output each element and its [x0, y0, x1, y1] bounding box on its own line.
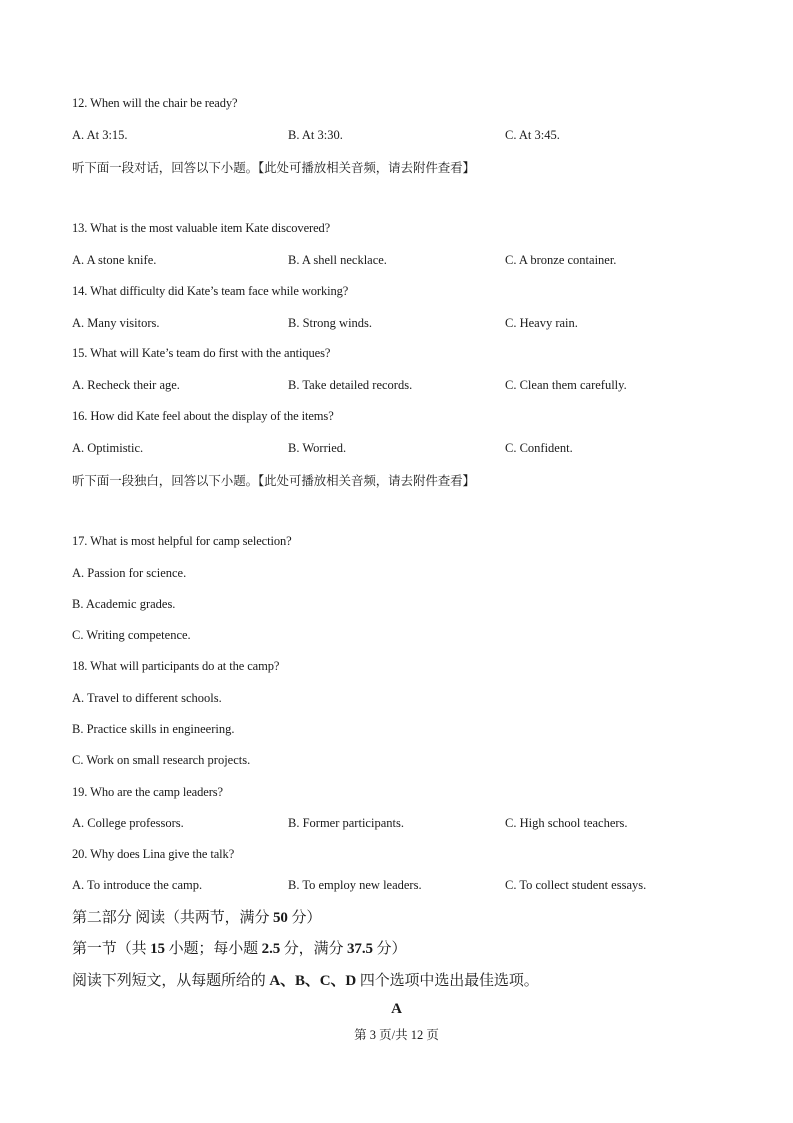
q13-option-a: A. A stone knife.	[72, 253, 157, 267]
section1-text-a: 第一节（共	[72, 941, 151, 957]
q18-option-c: C. Work on small research projects.	[72, 753, 251, 767]
reading-instruction-options: A、B、C、D	[269, 973, 357, 989]
q16-option-a: A. Optimistic.	[72, 441, 144, 455]
question-16: 16. How did Kate feel about the display of the items?	[72, 409, 334, 423]
section1-count: 15	[150, 941, 165, 957]
q19-option-a: A. College professors.	[72, 816, 184, 830]
question-18: 18. What will participants do at the camp?	[72, 659, 280, 673]
q19-option-c: C. High school teachers.	[505, 816, 628, 830]
q15-option-c: C. Clean them carefully.	[505, 378, 627, 392]
part2-heading-text: 第二部分 阅读（共两节，满分	[72, 910, 274, 926]
question-15: 15. What will Kate’s team do first with the antiques?	[72, 346, 331, 360]
section1-per-item: 2.5	[261, 941, 281, 957]
q17-option-c: C. Writing competence.	[72, 628, 191, 642]
q15-option-a: A. Recheck their age.	[72, 378, 180, 392]
passage-letter: A	[391, 1001, 402, 1017]
q12-option-b: B. At 3:30.	[288, 128, 343, 142]
section1-heading	[72, 937, 406, 958]
q13-option-b: B. A shell necklace.	[288, 253, 387, 267]
part2-heading	[72, 906, 321, 927]
page-footer: 第 3 页/共 12 页	[354, 1028, 439, 1042]
q14-option-c: C. Heavy rain.	[505, 316, 578, 330]
question-17: 17. What is most helpful for camp selection?	[72, 534, 292, 548]
q20-option-c: C. To collect student essays.	[505, 878, 647, 892]
question-12: 12. When will the chair be ready?	[72, 96, 238, 110]
section1-text-e: 分，满分	[280, 941, 348, 957]
q12-option-c: C. At 3:45.	[505, 128, 560, 142]
monologue-instruction: 听下面一段独白，回答以下小题。【此处可播放相关音频，请去附件查看】	[72, 474, 475, 488]
q16-option-c: C. Confident.	[505, 441, 573, 455]
q20-option-a: A. To introduce the camp.	[72, 878, 203, 892]
section1-text-c: 小题；每小题	[164, 941, 262, 957]
question-20: 20. Why does Lina give the talk?	[72, 847, 235, 861]
part2-heading-score: 50	[273, 910, 288, 926]
q19-option-b: B. Former participants.	[288, 816, 404, 830]
reading-instruction-text-a: 阅读下列短文，从每题所给的	[72, 973, 270, 989]
q16-option-b: B. Worried.	[288, 441, 347, 455]
q20-option-b: B. To employ new leaders.	[288, 878, 422, 892]
question-19: 19. Who are the camp leaders?	[72, 785, 223, 799]
q17-option-b: B. Academic grades.	[72, 597, 176, 611]
q15-option-b: B. Take detailed records.	[288, 378, 413, 392]
q12-option-a: A. At 3:15.	[72, 128, 128, 142]
section1-text-g: 分）	[372, 941, 407, 957]
dialogue-instruction: 听下面一段对话，回答以下小题。【此处可播放相关音频，请去附件查看】	[72, 161, 475, 175]
q13-option-c: C. A bronze container.	[505, 253, 617, 267]
question-14: 14. What difficulty did Kate’s team face while working?	[72, 284, 349, 298]
reading-instruction	[72, 969, 539, 990]
q14-option-a: A. Many visitors.	[72, 316, 160, 330]
q18-option-b: B. Practice skills in engineering.	[72, 722, 235, 736]
question-13: 13. What is the most valuable item Kate discovered?	[72, 221, 331, 235]
part2-heading-suffix: 分）	[287, 910, 322, 926]
q14-option-b: B. Strong winds.	[288, 316, 373, 330]
q17-option-a: A. Passion for science.	[72, 566, 187, 580]
q18-option-a: A. Travel to different schools.	[72, 691, 222, 705]
reading-instruction-text-c: 四个选项中选出最佳选项。	[356, 973, 539, 989]
section1-total: 37.5	[347, 941, 373, 957]
